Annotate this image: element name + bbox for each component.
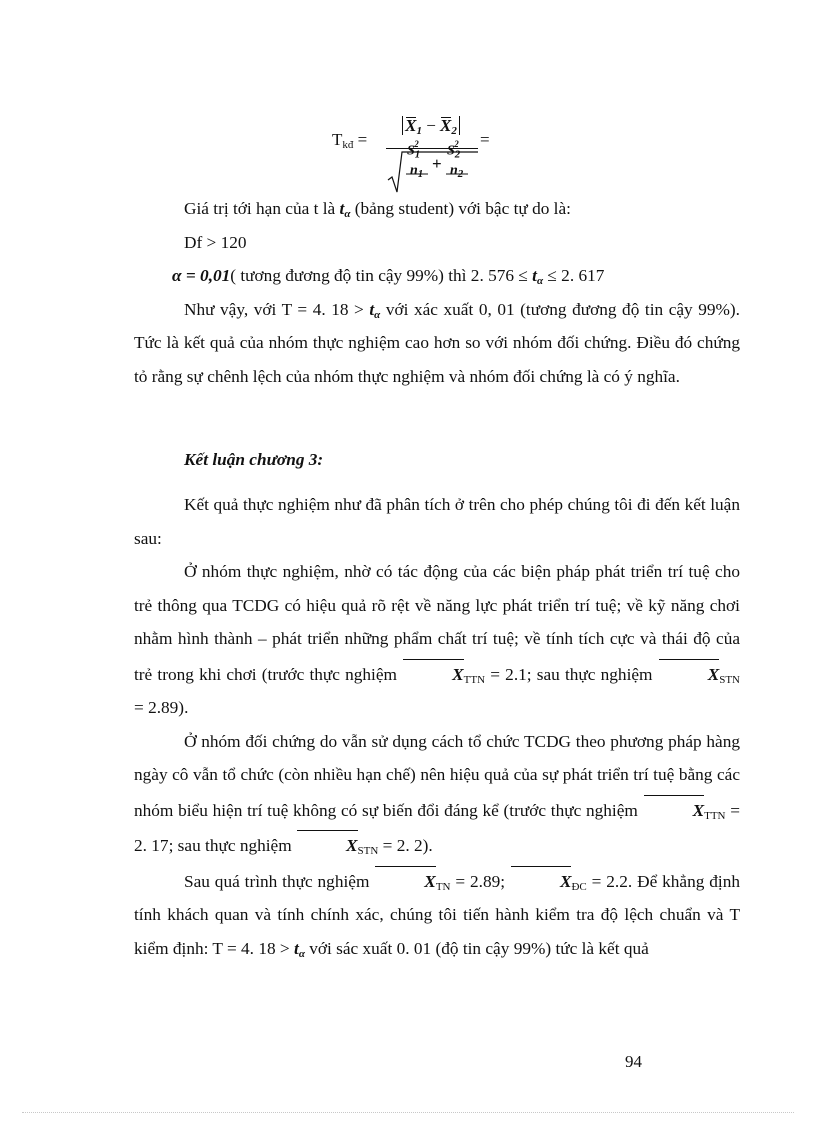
paragraph-experimental-group: Ở nhóm thực nghiệm, nhờ có tác động của các biện pháp phát triển trí tuệ cho trẻ thông qua TCDG có hiệu quả rõ rệt về năng lực phát triển trí tuệ; về kỹ năng chơi nhằm hình thành – phát triển những phẩm chất trí tuệ; về tính tích cực và thái độ của trẻ trong khi chơi (trước thực nghiệm $X_{TTN} = 2.1$; sau thực nghiệm $X_{STN} = 2.89$).: [134, 562, 740, 717]
den-s1: $S_1^2$: [407, 139, 421, 161]
paragraph-final-comparison: Sau quá trình thực nghiệm $X_{TN} = 2.89$; $X_{ĐC} = 2.2$. Để khẳng định tính khách quan và tính chính xác, chúng tôi tiến hành kiểm tra độ lệch chuẩn và T kiểm định: T = 4. $18 > t_\alpha$ với sác xuất 0. 01 (độ tin cậy 99%) tức là kết quả: [134, 863, 740, 966]
critical-value-line: Giá trị tới hạn của t là $t_\alpha$ (bảng student) với bậc tự do là:: [184, 199, 571, 220]
den-n1: $n_1$: [410, 163, 424, 180]
df-line: Df > 120: [184, 232, 247, 252]
formula-numerator: $X_1 - X_2$: [386, 114, 476, 136]
alpha-line: α = 0,01( tương đương độ tin cậy 99%) thì 2. $576 \le t_\alpha \le 2$. 617: [172, 266, 605, 287]
paragraph-control-group: Ở nhóm đối chứng do vẫn sử dụng cách tổ chức TCDG theo phương pháp hàng ngày cô vẫn tổ chức (còn nhiều hạn chế) nên hiệu quả của sự phát triển trí tuệ bằng các nhóm biểu hiện trí tuệ không có sự biến đổi đáng kể (trước thực nghiệm $X_{TTN} = 2$. 17; sau thực nghiệm $X_{STN} = 2$. 2).: [134, 725, 740, 863]
t-test-formula: [332, 114, 502, 194]
formula-denominator: [386, 139, 478, 194]
formula-lhs: $T_{kđ}$ =: [332, 130, 368, 151]
paragraph-results-intro: Kết quả thực nghiệm như đã phân tích ở trên cho phép chúng tôi đi đến kết luận sau:: [134, 495, 740, 548]
den-plus: +: [432, 154, 442, 173]
chapter-conclusion-heading: Kết luận chương 3:: [184, 450, 324, 469]
paragraph-conclusion-stats: Như vậy, với T = 4. $18 > t_\alpha$ với xác xuất 0, 01 (tương đương độ tin cậy 99%). Tức là kết quả của nhóm thực nghiệm cao hơn so với nhóm đối chứng. Điều đó chứng tỏ rằng sự chênh lệch của nhóm thực nghiệm và nhóm đối chứng là có ý nghĩa.: [134, 299, 740, 386]
page-number: 94: [625, 1052, 642, 1071]
den-s2: $S_2^2$: [447, 139, 461, 161]
formula-trailing-equals: =: [480, 130, 490, 149]
den-n2: $n_2$: [450, 163, 464, 180]
